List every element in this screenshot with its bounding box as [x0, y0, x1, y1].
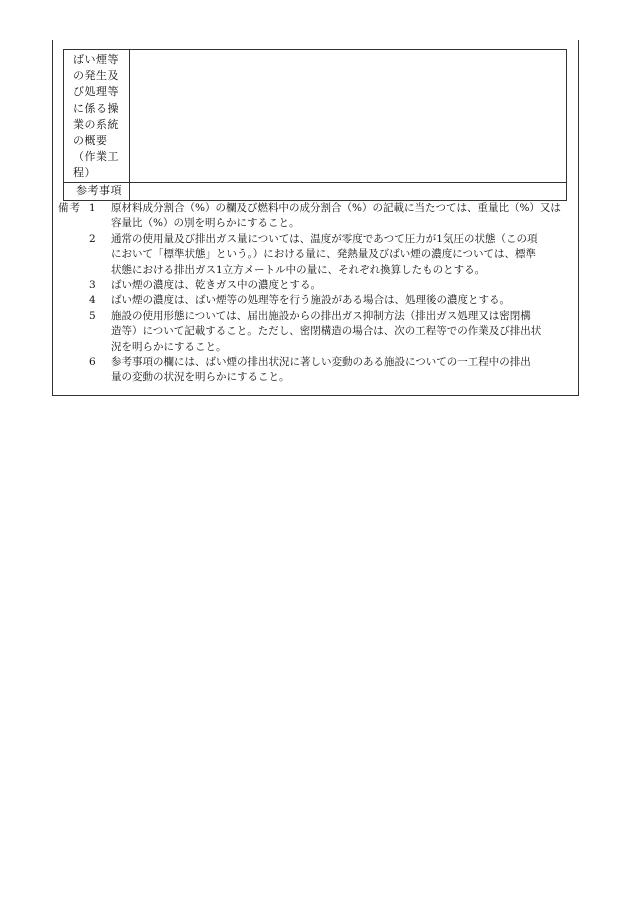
row-label-cell [64, 182, 130, 200]
note-text: 況を明らかにすること。 [111, 340, 227, 353]
note-text: 容量比（%）の別を明らかにすること。 [111, 217, 300, 230]
table-row [64, 50, 567, 183]
note-text: ばい煙の濃度は、ばい煙等の処理等を行う施設がある場合は、処理後の濃度とする。 [111, 294, 510, 306]
process-overview-field[interactable] [130, 50, 567, 183]
notes-heading: 備考 [58, 202, 81, 214]
note-number: 5 [89, 310, 96, 322]
note-item [89, 309, 573, 355]
note-number: 2 [89, 233, 96, 245]
note-number: 3 [89, 279, 96, 291]
note-item [89, 293, 573, 308]
reference-field[interactable] [130, 182, 567, 200]
note-item [89, 232, 573, 278]
note-text: 造等）について記載すること。ただし、密閉構造の場合は、次の工程等での作業及び排出状 [111, 325, 542, 338]
row-label-reference: 参考事項 [76, 183, 122, 197]
note-text: 参考事項の欄には、ばい煙の排出状況に著しい変動のある施設についての一工程中の排出 [111, 356, 531, 368]
form-table [63, 49, 567, 201]
row-label-process-overview: ばい煙等 の発生及 び処理等 に係る操 業の系統 の概要 （作業工 程） [73, 53, 119, 180]
note-text: において「標準状態」という。）における量に、発熱量及びばい煙の濃度については、標準 [111, 248, 537, 261]
note-number: 4 [89, 294, 96, 306]
note-item [89, 201, 573, 232]
table-row [64, 182, 567, 200]
note-text: 状態における排出ガス1立方メートル中の量に、それぞれ換算したものとする。 [111, 263, 486, 276]
note-item [89, 278, 573, 293]
note-text: 通常の使用量及び排出ガス量については、温度が零度であつて圧力が1気圧の状態（この項 [111, 233, 538, 245]
note-item [89, 355, 573, 386]
note-text: 施設の使用形態については、届出施設からの排出ガス抑制方法（排出ガス処理又は密閉構 [111, 310, 531, 322]
note-text: 原材料成分割合（%）の欄及び燃料中の成分割合（%）の記載に当たつては、重量比（%）又は [111, 202, 561, 214]
note-text: 量の変動の状況を明らかにすること。 [111, 371, 290, 384]
row-label-cell [64, 50, 130, 183]
note-text: ばい煙の濃度は、乾きガス中の濃度とする。 [111, 279, 321, 291]
note-number: 1 [89, 202, 96, 214]
note-number: 6 [89, 356, 96, 368]
